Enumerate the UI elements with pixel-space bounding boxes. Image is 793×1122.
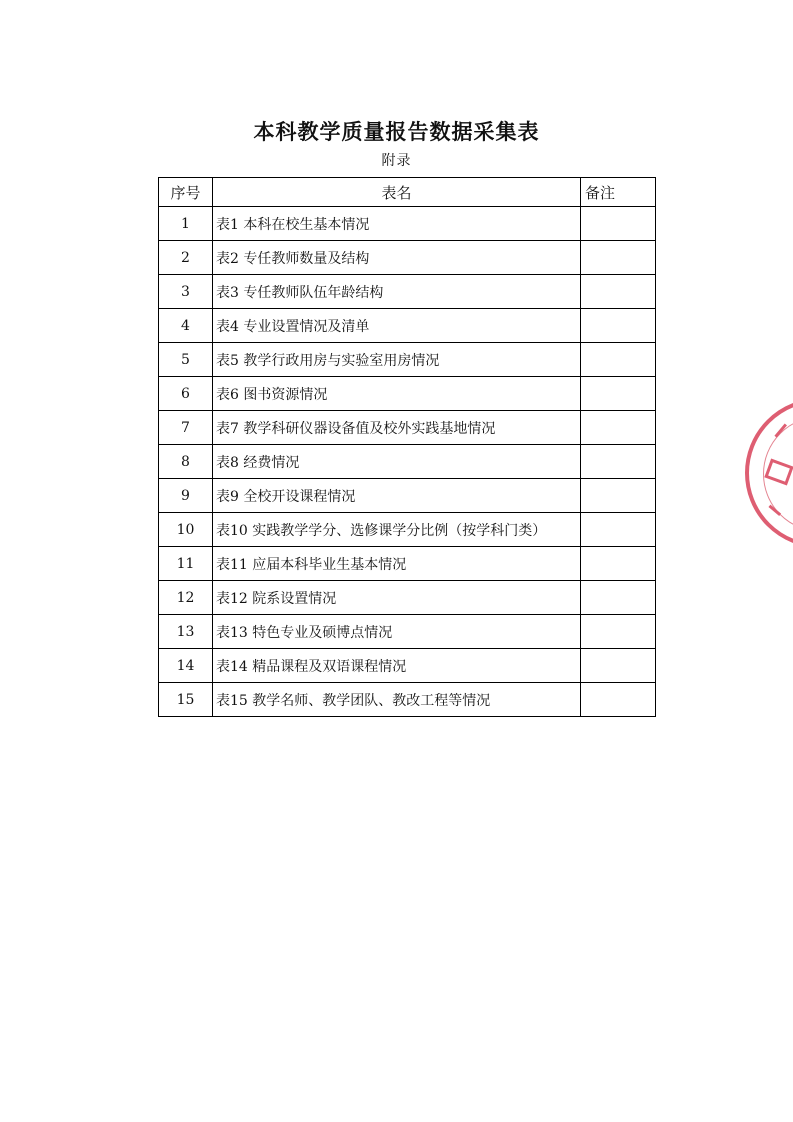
row-table-name: 表2 专任教师数量及结构 [213,241,581,275]
table-row [159,275,656,309]
header-name: 表名 [213,178,581,207]
row-note [581,377,656,411]
row-number: 13 [159,615,213,649]
row-number: 6 [159,377,213,411]
table-row [159,547,656,581]
row-number: 14 [159,649,213,683]
row-note [581,513,656,547]
page-subtitle: 附录 [381,153,412,169]
row-note [581,241,656,275]
row-table-name: 表12 院系设置情况 [213,581,581,615]
header-no: 序号 [159,178,213,207]
row-table-name: 表14 精品课程及双语课程情况 [213,649,581,683]
row-table-name: 表1 本科在校生基本情况 [213,207,581,241]
row-table-name: 表13 特色专业及硕博点情况 [213,615,581,649]
table-row [159,309,656,343]
row-number: 1 [159,207,213,241]
row-number: 3 [159,275,213,309]
row-table-name: 表3 专任教师队伍年龄结构 [213,275,581,309]
table-row [159,683,656,717]
row-note [581,649,656,683]
row-note [581,343,656,377]
table-row [159,207,656,241]
table-row [159,479,656,513]
official-seal-stamp [745,398,793,548]
table-row [159,615,656,649]
table-body [159,207,656,717]
row-number: 2 [159,241,213,275]
row-note [581,207,656,241]
page-title: 本科教学质量报告数据采集表 [253,120,540,144]
row-note [581,445,656,479]
row-number: 8 [159,445,213,479]
row-note [581,411,656,445]
row-number: 9 [159,479,213,513]
row-number: 10 [159,513,213,547]
row-table-name: 表7 教学科研仪器设备值及校外实践基地情况 [213,411,581,445]
table-row [159,581,656,615]
row-table-name: 表15 教学名师、教学团队、教改工程等情况 [213,683,581,717]
row-table-name: 表5 教学行政用房与实验室用房情况 [213,343,581,377]
row-number: 7 [159,411,213,445]
row-note [581,581,656,615]
table-row [159,649,656,683]
row-table-name: 表11 应届本科毕业生基本情况 [213,547,581,581]
row-number: 11 [159,547,213,581]
row-note [581,547,656,581]
row-number: 5 [159,343,213,377]
table-row [159,241,656,275]
row-table-name: 表10 实践教学学分、选修课学分比例（按学科门类） [213,513,581,547]
row-table-name: 表9 全校开设课程情况 [213,479,581,513]
table-row [159,513,656,547]
row-note [581,683,656,717]
row-number: 12 [159,581,213,615]
row-note [581,275,656,309]
row-number: 4 [159,309,213,343]
header-note: 备注 [581,178,656,207]
row-table-name: 表8 经费情况 [213,445,581,479]
row-note [581,615,656,649]
row-table-name: 表6 图书资源情况 [213,377,581,411]
table-row [159,343,656,377]
table-row [159,411,656,445]
table-row [159,445,656,479]
row-note [581,309,656,343]
table-header-row [159,178,656,207]
row-number: 15 [159,683,213,717]
table-row [159,377,656,411]
row-table-name: 表4 专业设置情况及清单 [213,309,581,343]
row-note [581,479,656,513]
data-collection-table [158,177,656,717]
